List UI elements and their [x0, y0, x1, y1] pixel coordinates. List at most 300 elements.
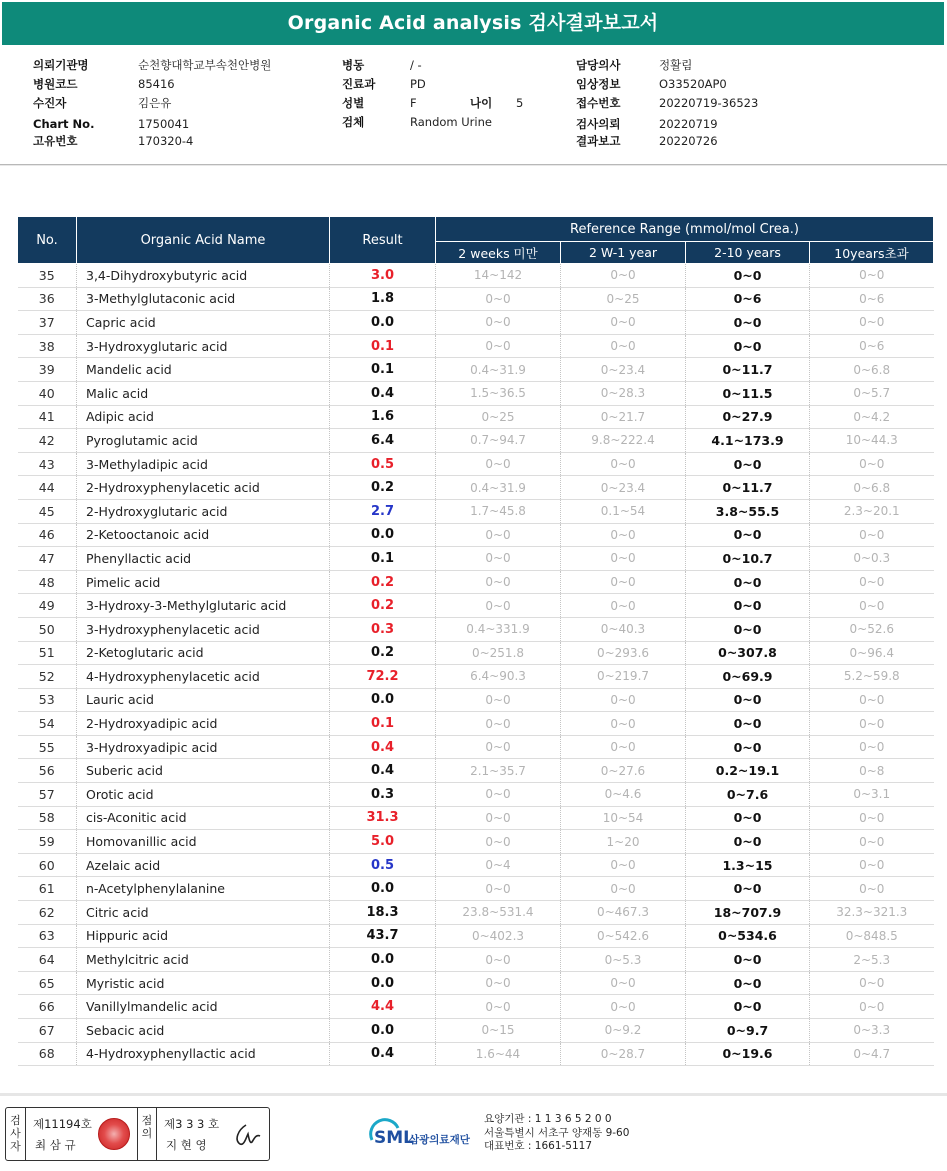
report-title: Organic Acid analysis 검사결과보고서 — [2, 2, 944, 45]
row-range-2w-1y: 0~4.6 — [561, 783, 686, 807]
row-range-2w-1y: 0~0 — [561, 547, 686, 571]
row-range-2weeks: 0.4~31.9 — [436, 358, 561, 382]
row-range-10y-plus: 0~0 — [810, 877, 934, 901]
row-range-2-10y: 0~6 — [686, 287, 810, 311]
row-no: 62 — [18, 901, 77, 925]
row-result: 0.1 — [330, 358, 436, 382]
row-acid-name: Malic acid — [77, 381, 330, 405]
row-acid-name: Lauric acid — [77, 688, 330, 712]
row-no: 41 — [18, 405, 77, 429]
table-row — [18, 287, 934, 311]
info-value: 170320-4 — [138, 134, 194, 148]
row-acid-name: Azelaic acid — [77, 853, 330, 877]
table-row — [18, 830, 934, 854]
row-range-10y-plus: 5.2~59.8 — [810, 665, 934, 689]
row-range-2w-1y: 0~467.3 — [561, 901, 686, 925]
row-range-2-10y: 0~0 — [686, 311, 810, 335]
row-range-2w-1y: 0~0 — [561, 735, 686, 759]
row-range-10y-plus: 0~0 — [810, 523, 934, 547]
row-range-10y-plus: 0~3.3 — [810, 1019, 934, 1043]
signature-icon — [232, 1122, 264, 1148]
row-acid-name: 3-Hydroxyphenylacetic acid — [77, 617, 330, 641]
row-range-2-10y: 0~11.5 — [686, 381, 810, 405]
row-range-2w-1y: 0~21.7 — [561, 405, 686, 429]
row-range-2weeks: 0~0 — [436, 783, 561, 807]
row-range-2-10y: 0~0 — [686, 877, 810, 901]
row-no: 50 — [18, 617, 77, 641]
info-value: 85416 — [138, 77, 175, 91]
row-result: 6.4 — [330, 429, 436, 453]
table-row — [18, 381, 934, 405]
info-value: / - — [410, 58, 422, 72]
row-range-2weeks: 0~0 — [436, 995, 561, 1019]
lab-logo-text: SML — [374, 1128, 414, 1148]
row-no: 66 — [18, 995, 77, 1019]
row-range-2weeks: 0~0 — [436, 948, 561, 972]
row-range-2w-1y: 0~23.4 — [561, 358, 686, 382]
row-result: 1.8 — [330, 287, 436, 311]
row-range-2weeks: 0.4~331.9 — [436, 617, 561, 641]
row-range-2w-1y: 0~0 — [561, 712, 686, 736]
row-range-10y-plus: 0~6.8 — [810, 358, 934, 382]
info-row: 진료과 — [342, 77, 376, 91]
row-result: 0.2 — [330, 570, 436, 594]
row-range-2weeks: 0~251.8 — [436, 641, 561, 665]
row-acid-name: Orotic acid — [77, 783, 330, 807]
row-no: 40 — [18, 381, 77, 405]
row-result: 2.7 — [330, 499, 436, 523]
row-no: 49 — [18, 594, 77, 618]
row-acid-name: Phenyllactic acid — [77, 547, 330, 571]
info-value: 김은유 — [138, 96, 172, 110]
row-range-10y-plus: 0~4.2 — [810, 405, 934, 429]
row-range-2-10y: 0~69.9 — [686, 665, 810, 689]
row-acid-name: Suberic acid — [77, 759, 330, 783]
table-row — [18, 971, 934, 995]
row-range-2-10y: 0~0 — [686, 594, 810, 618]
row-result: 72.2 — [330, 665, 436, 689]
inspector-license: 제11194호 — [33, 1117, 92, 1131]
info-row: 접수번호 — [576, 96, 621, 110]
row-range-2w-1y: 0~0 — [561, 523, 686, 547]
row-no: 47 — [18, 547, 77, 571]
info-value: 1750041 — [138, 117, 190, 131]
row-result: 1.6 — [330, 405, 436, 429]
row-range-2-10y: 0~10.7 — [686, 547, 810, 571]
table-row — [18, 499, 934, 523]
row-range-10y-plus: 0~848.5 — [810, 924, 934, 948]
row-range-2-10y: 0~0 — [686, 712, 810, 736]
row-range-10y-plus: 0~0 — [810, 735, 934, 759]
info-row: 병동 — [342, 58, 365, 72]
row-range-10y-plus: 0~96.4 — [810, 641, 934, 665]
table-row — [18, 688, 934, 712]
row-result: 0.4 — [330, 1042, 436, 1066]
row-range-2-10y: 0~0 — [686, 452, 810, 476]
row-range-2w-1y: 0~0 — [561, 995, 686, 1019]
row-range-2-10y: 0~307.8 — [686, 641, 810, 665]
row-range-2-10y: 0~0 — [686, 264, 810, 288]
table-row — [18, 924, 934, 948]
row-range-2-10y: 0~0 — [686, 334, 810, 358]
row-range-10y-plus: 0~6 — [810, 334, 934, 358]
table-row — [18, 523, 934, 547]
row-acid-name: 3-Methylglutaconic acid — [77, 287, 330, 311]
info-label: 의뢰기관명 — [33, 58, 89, 72]
row-range-2weeks: 14~142 — [436, 264, 561, 288]
row-no: 60 — [18, 853, 77, 877]
row-range-2w-1y: 0~542.6 — [561, 924, 686, 948]
row-range-2weeks: 0~0 — [436, 877, 561, 901]
row-acid-name: 4-Hydroxyphenylacetic acid — [77, 665, 330, 689]
col-header-range-4: 10years초과 — [810, 242, 934, 264]
row-range-2weeks: 0~0 — [436, 334, 561, 358]
row-range-2-10y: 0~534.6 — [686, 924, 810, 948]
row-range-2w-1y: 9.8~222.4 — [561, 429, 686, 453]
row-no: 51 — [18, 641, 77, 665]
divider — [0, 165, 947, 166]
table-row — [18, 806, 934, 830]
row-range-2w-1y: 0~23.4 — [561, 476, 686, 500]
row-range-2weeks: 0~0 — [436, 806, 561, 830]
row-range-2w-1y: 0~9.2 — [561, 1019, 686, 1043]
row-range-2w-1y: 0~0 — [561, 311, 686, 335]
info-row: 담당의사 — [576, 58, 621, 72]
row-range-10y-plus: 2~5.3 — [810, 948, 934, 972]
table-row — [18, 665, 934, 689]
info-row: 수진자 — [33, 96, 67, 110]
row-result: 43.7 — [330, 924, 436, 948]
row-no: 52 — [18, 665, 77, 689]
info-row: 검사의뢰 — [576, 117, 621, 131]
table-row — [18, 948, 934, 972]
row-range-2w-1y: 0~27.6 — [561, 759, 686, 783]
col-header-range-2: 2 W-1 year — [561, 242, 686, 264]
info-value: 20220719-36523 — [659, 96, 759, 110]
row-range-2weeks: 0~0 — [436, 971, 561, 995]
table-row — [18, 476, 934, 500]
lab-logo — [366, 1116, 486, 1156]
row-acid-name: 3-Hydroxyadipic acid — [77, 735, 330, 759]
row-range-2-10y: 18~707.9 — [686, 901, 810, 925]
row-result: 0.3 — [330, 617, 436, 641]
row-range-10y-plus: 0~0 — [810, 688, 934, 712]
row-range-2-10y: 0~7.6 — [686, 783, 810, 807]
row-range-10y-plus: 0~6.8 — [810, 476, 934, 500]
row-acid-name: n-Acetylphenylalanine — [77, 877, 330, 901]
table-row — [18, 1019, 934, 1043]
row-acid-name: Homovanillic acid — [77, 830, 330, 854]
row-range-2weeks: 0~0 — [436, 735, 561, 759]
col-header-result: Result — [330, 217, 436, 264]
row-range-10y-plus: 0~4.7 — [810, 1042, 934, 1066]
row-range-2weeks: 2.1~35.7 — [436, 759, 561, 783]
row-range-10y-plus: 0~0 — [810, 853, 934, 877]
row-acid-name: Pyroglutamic acid — [77, 429, 330, 453]
row-range-2-10y: 0~0 — [686, 570, 810, 594]
row-no: 39 — [18, 358, 77, 382]
row-acid-name: 3-Hydroxyglutaric acid — [77, 334, 330, 358]
row-range-10y-plus: 0~0 — [810, 452, 934, 476]
reviewer-label: 점의 — [137, 1108, 157, 1160]
row-range-2w-1y: 0~25 — [561, 287, 686, 311]
row-no: 64 — [18, 948, 77, 972]
row-range-2weeks: 0~0 — [436, 311, 561, 335]
row-range-2w-1y: 0~219.7 — [561, 665, 686, 689]
footer-divider — [0, 1093, 947, 1096]
col-header-range-1: 2 weeks 미만 — [436, 242, 561, 264]
row-range-2weeks: 0.7~94.7 — [436, 429, 561, 453]
row-range-10y-plus: 0~0 — [810, 712, 934, 736]
row-acid-name: 3-Methyladipic acid — [77, 452, 330, 476]
row-acid-name: 2-Hydroxyadipic acid — [77, 712, 330, 736]
row-no: 56 — [18, 759, 77, 783]
table-row — [18, 570, 934, 594]
row-range-2weeks: 0~0 — [436, 452, 561, 476]
row-range-10y-plus: 0~0 — [810, 830, 934, 854]
info-row: 성별 — [342, 96, 365, 110]
row-range-10y-plus: 0~0 — [810, 594, 934, 618]
row-range-2-10y: 3.8~55.5 — [686, 499, 810, 523]
lab-phone: 대표번호 : 1661-5117 — [484, 1140, 593, 1152]
row-range-2w-1y: 0~0 — [561, 594, 686, 618]
table-row — [18, 641, 934, 665]
row-range-2w-1y: 0~5.3 — [561, 948, 686, 972]
info-row — [33, 56, 89, 74]
table-row — [18, 853, 934, 877]
row-acid-name: Capric acid — [77, 311, 330, 335]
row-range-2weeks: 0~0 — [436, 712, 561, 736]
row-range-10y-plus: 0~8 — [810, 759, 934, 783]
row-range-2-10y: 0~27.9 — [686, 405, 810, 429]
info-row: 병원코드 — [33, 77, 78, 91]
row-range-2w-1y: 0~0 — [561, 264, 686, 288]
table-row — [18, 429, 934, 453]
row-range-2w-1y: 0~0 — [561, 688, 686, 712]
table-row — [18, 1042, 934, 1066]
lab-info — [366, 1113, 686, 1157]
row-range-2weeks: 0~0 — [436, 830, 561, 854]
row-no: 59 — [18, 830, 77, 854]
row-range-2w-1y: 0.1~54 — [561, 499, 686, 523]
inspector-label: 검사자 — [6, 1108, 26, 1160]
row-no: 54 — [18, 712, 77, 736]
row-result: 18.3 — [330, 901, 436, 925]
row-result: 0.5 — [330, 452, 436, 476]
row-result: 0.5 — [330, 853, 436, 877]
row-acid-name: Pimelic acid — [77, 570, 330, 594]
row-no: 38 — [18, 334, 77, 358]
row-range-10y-plus: 0~0 — [810, 311, 934, 335]
row-result: 0.2 — [330, 641, 436, 665]
row-range-2-10y: 4.1~173.9 — [686, 429, 810, 453]
info-value: 정활림 — [659, 58, 693, 72]
row-result: 0.0 — [330, 523, 436, 547]
row-acid-name: Hippuric acid — [77, 924, 330, 948]
row-result: 0.0 — [330, 877, 436, 901]
row-acid-name: Citric acid — [77, 901, 330, 925]
row-no: 43 — [18, 452, 77, 476]
row-range-10y-plus: 0~52.6 — [810, 617, 934, 641]
row-acid-name: 3-Hydroxy-3-Methylglutaric acid — [77, 594, 330, 618]
info-value: O33520AP0 — [659, 77, 727, 91]
row-acid-name: Methylcitric acid — [77, 948, 330, 972]
table-row — [18, 547, 934, 571]
row-range-2w-1y: 0~28.3 — [561, 381, 686, 405]
age-value: 5 — [516, 96, 524, 110]
row-acid-name: Adipic acid — [77, 405, 330, 429]
row-range-2-10y: 0.2~19.1 — [686, 759, 810, 783]
info-value: Random Urine — [410, 115, 492, 129]
row-no: 48 — [18, 570, 77, 594]
lab-code: 요양기관 : 1 1 3 6 5 2 0 0 — [484, 1113, 612, 1125]
row-range-2-10y: 0~0 — [686, 948, 810, 972]
row-result: 0.2 — [330, 594, 436, 618]
patient-info — [0, 56, 947, 152]
row-no: 46 — [18, 523, 77, 547]
age-label: 나이 — [470, 96, 493, 110]
reviewer-license: 제3 3 3 호 — [164, 1117, 220, 1131]
table-row — [18, 759, 934, 783]
signature-box — [5, 1107, 270, 1161]
reviewer-name: 지 현 영 — [166, 1138, 207, 1152]
table-row — [18, 264, 934, 288]
row-no: 42 — [18, 429, 77, 453]
row-no: 44 — [18, 476, 77, 500]
row-range-2-10y: 0~0 — [686, 830, 810, 854]
table-row — [18, 334, 934, 358]
row-range-2-10y: 0~0 — [686, 995, 810, 1019]
inspector-name: 최 삼 규 — [35, 1138, 76, 1152]
row-range-2w-1y: 0~0 — [561, 334, 686, 358]
row-acid-name: 2-Hydroxyphenylacetic acid — [77, 476, 330, 500]
col-header-reference: Reference Range (mmol/mol Crea.) — [436, 217, 934, 242]
results-table — [17, 216, 934, 1066]
row-range-2-10y: 1.3~15 — [686, 853, 810, 877]
row-range-2weeks: 0~0 — [436, 688, 561, 712]
row-no: 45 — [18, 499, 77, 523]
row-range-2weeks: 0~402.3 — [436, 924, 561, 948]
row-range-10y-plus: 32.3~321.3 — [810, 901, 934, 925]
row-no: 37 — [18, 311, 77, 335]
row-range-2-10y: 0~0 — [686, 688, 810, 712]
row-range-10y-plus: 0~0 — [810, 995, 934, 1019]
row-range-2w-1y: 0~0 — [561, 452, 686, 476]
row-range-10y-plus: 0~5.7 — [810, 381, 934, 405]
row-range-2weeks: 0~0 — [436, 547, 561, 571]
row-acid-name: cis-Aconitic acid — [77, 806, 330, 830]
info-value: PD — [410, 77, 426, 91]
row-range-10y-plus: 10~44.3 — [810, 429, 934, 453]
row-range-2-10y: 0~11.7 — [686, 358, 810, 382]
table-row — [18, 452, 934, 476]
info-value: 20220726 — [659, 134, 718, 148]
row-acid-name: Mandelic acid — [77, 358, 330, 382]
row-range-2w-1y: 1~20 — [561, 830, 686, 854]
row-range-2weeks: 23.8~531.4 — [436, 901, 561, 925]
row-no: 58 — [18, 806, 77, 830]
lab-name: 삼광의료재단 — [409, 1134, 470, 1146]
row-range-10y-plus: 2.3~20.1 — [810, 499, 934, 523]
table-row — [18, 901, 934, 925]
info-value: F — [410, 96, 417, 110]
info-value: 20220719 — [659, 117, 718, 131]
row-range-2weeks: 0~25 — [436, 405, 561, 429]
row-range-2w-1y: 0~40.3 — [561, 617, 686, 641]
info-row: 고유번호 — [33, 134, 78, 148]
row-no: 63 — [18, 924, 77, 948]
info-row: 검체 — [342, 115, 365, 129]
row-acid-name: 2-Hydroxyglutaric acid — [77, 499, 330, 523]
info-value: 순천향대학교부속천안병원 — [138, 58, 272, 72]
col-header-range-3: 2-10 years — [686, 242, 810, 264]
results-body — [18, 264, 934, 1066]
row-result: 0.1 — [330, 547, 436, 571]
row-result: 0.0 — [330, 1019, 436, 1043]
row-range-2-10y: 0~9.7 — [686, 1019, 810, 1043]
row-result: 3.0 — [330, 264, 436, 288]
row-no: 53 — [18, 688, 77, 712]
row-result: 31.3 — [330, 806, 436, 830]
lab-details — [484, 1113, 629, 1154]
row-range-2w-1y: 0~28.7 — [561, 1042, 686, 1066]
table-row — [18, 783, 934, 807]
row-range-2weeks: 1.7~45.8 — [436, 499, 561, 523]
row-range-2-10y: 0~0 — [686, 735, 810, 759]
row-no: 65 — [18, 971, 77, 995]
row-result: 0.0 — [330, 311, 436, 335]
official-seal-icon — [98, 1118, 130, 1150]
table-row — [18, 995, 934, 1019]
info-row: 임상정보 — [576, 77, 621, 91]
row-result: 0.4 — [330, 381, 436, 405]
row-no: 36 — [18, 287, 77, 311]
row-range-2-10y: 0~0 — [686, 971, 810, 995]
row-range-2-10y: 0~19.6 — [686, 1042, 810, 1066]
table-row — [18, 712, 934, 736]
row-range-2weeks: 0~0 — [436, 594, 561, 618]
lab-address: 서울특별시 서초구 양재동 9-60 — [484, 1126, 630, 1139]
row-range-2weeks: 0~0 — [436, 287, 561, 311]
row-no: 55 — [18, 735, 77, 759]
row-range-10y-plus: 0~6 — [810, 287, 934, 311]
row-range-2-10y: 0~0 — [686, 806, 810, 830]
row-range-10y-plus: 0~0.3 — [810, 547, 934, 571]
row-result: 0.4 — [330, 735, 436, 759]
table-row — [18, 877, 934, 901]
table-row — [18, 594, 934, 618]
row-no: 61 — [18, 877, 77, 901]
table-row — [18, 735, 934, 759]
table-row — [18, 617, 934, 641]
row-range-2w-1y: 0~293.6 — [561, 641, 686, 665]
row-result: 0.0 — [330, 948, 436, 972]
row-range-10y-plus: 0~0 — [810, 570, 934, 594]
row-range-2weeks: 0~4 — [436, 853, 561, 877]
row-result: 0.2 — [330, 476, 436, 500]
row-range-2weeks: 0~0 — [436, 523, 561, 547]
row-range-2weeks: 6.4~90.3 — [436, 665, 561, 689]
table-row — [18, 405, 934, 429]
row-acid-name: Myristic acid — [77, 971, 330, 995]
row-result: 0.1 — [330, 712, 436, 736]
row-acid-name: 2-Ketooctanoic acid — [77, 523, 330, 547]
row-range-2-10y: 0~11.7 — [686, 476, 810, 500]
row-range-10y-plus: 0~0 — [810, 971, 934, 995]
row-result: 0.0 — [330, 971, 436, 995]
col-header-name: Organic Acid Name — [77, 217, 330, 264]
row-range-2w-1y: 0~0 — [561, 570, 686, 594]
